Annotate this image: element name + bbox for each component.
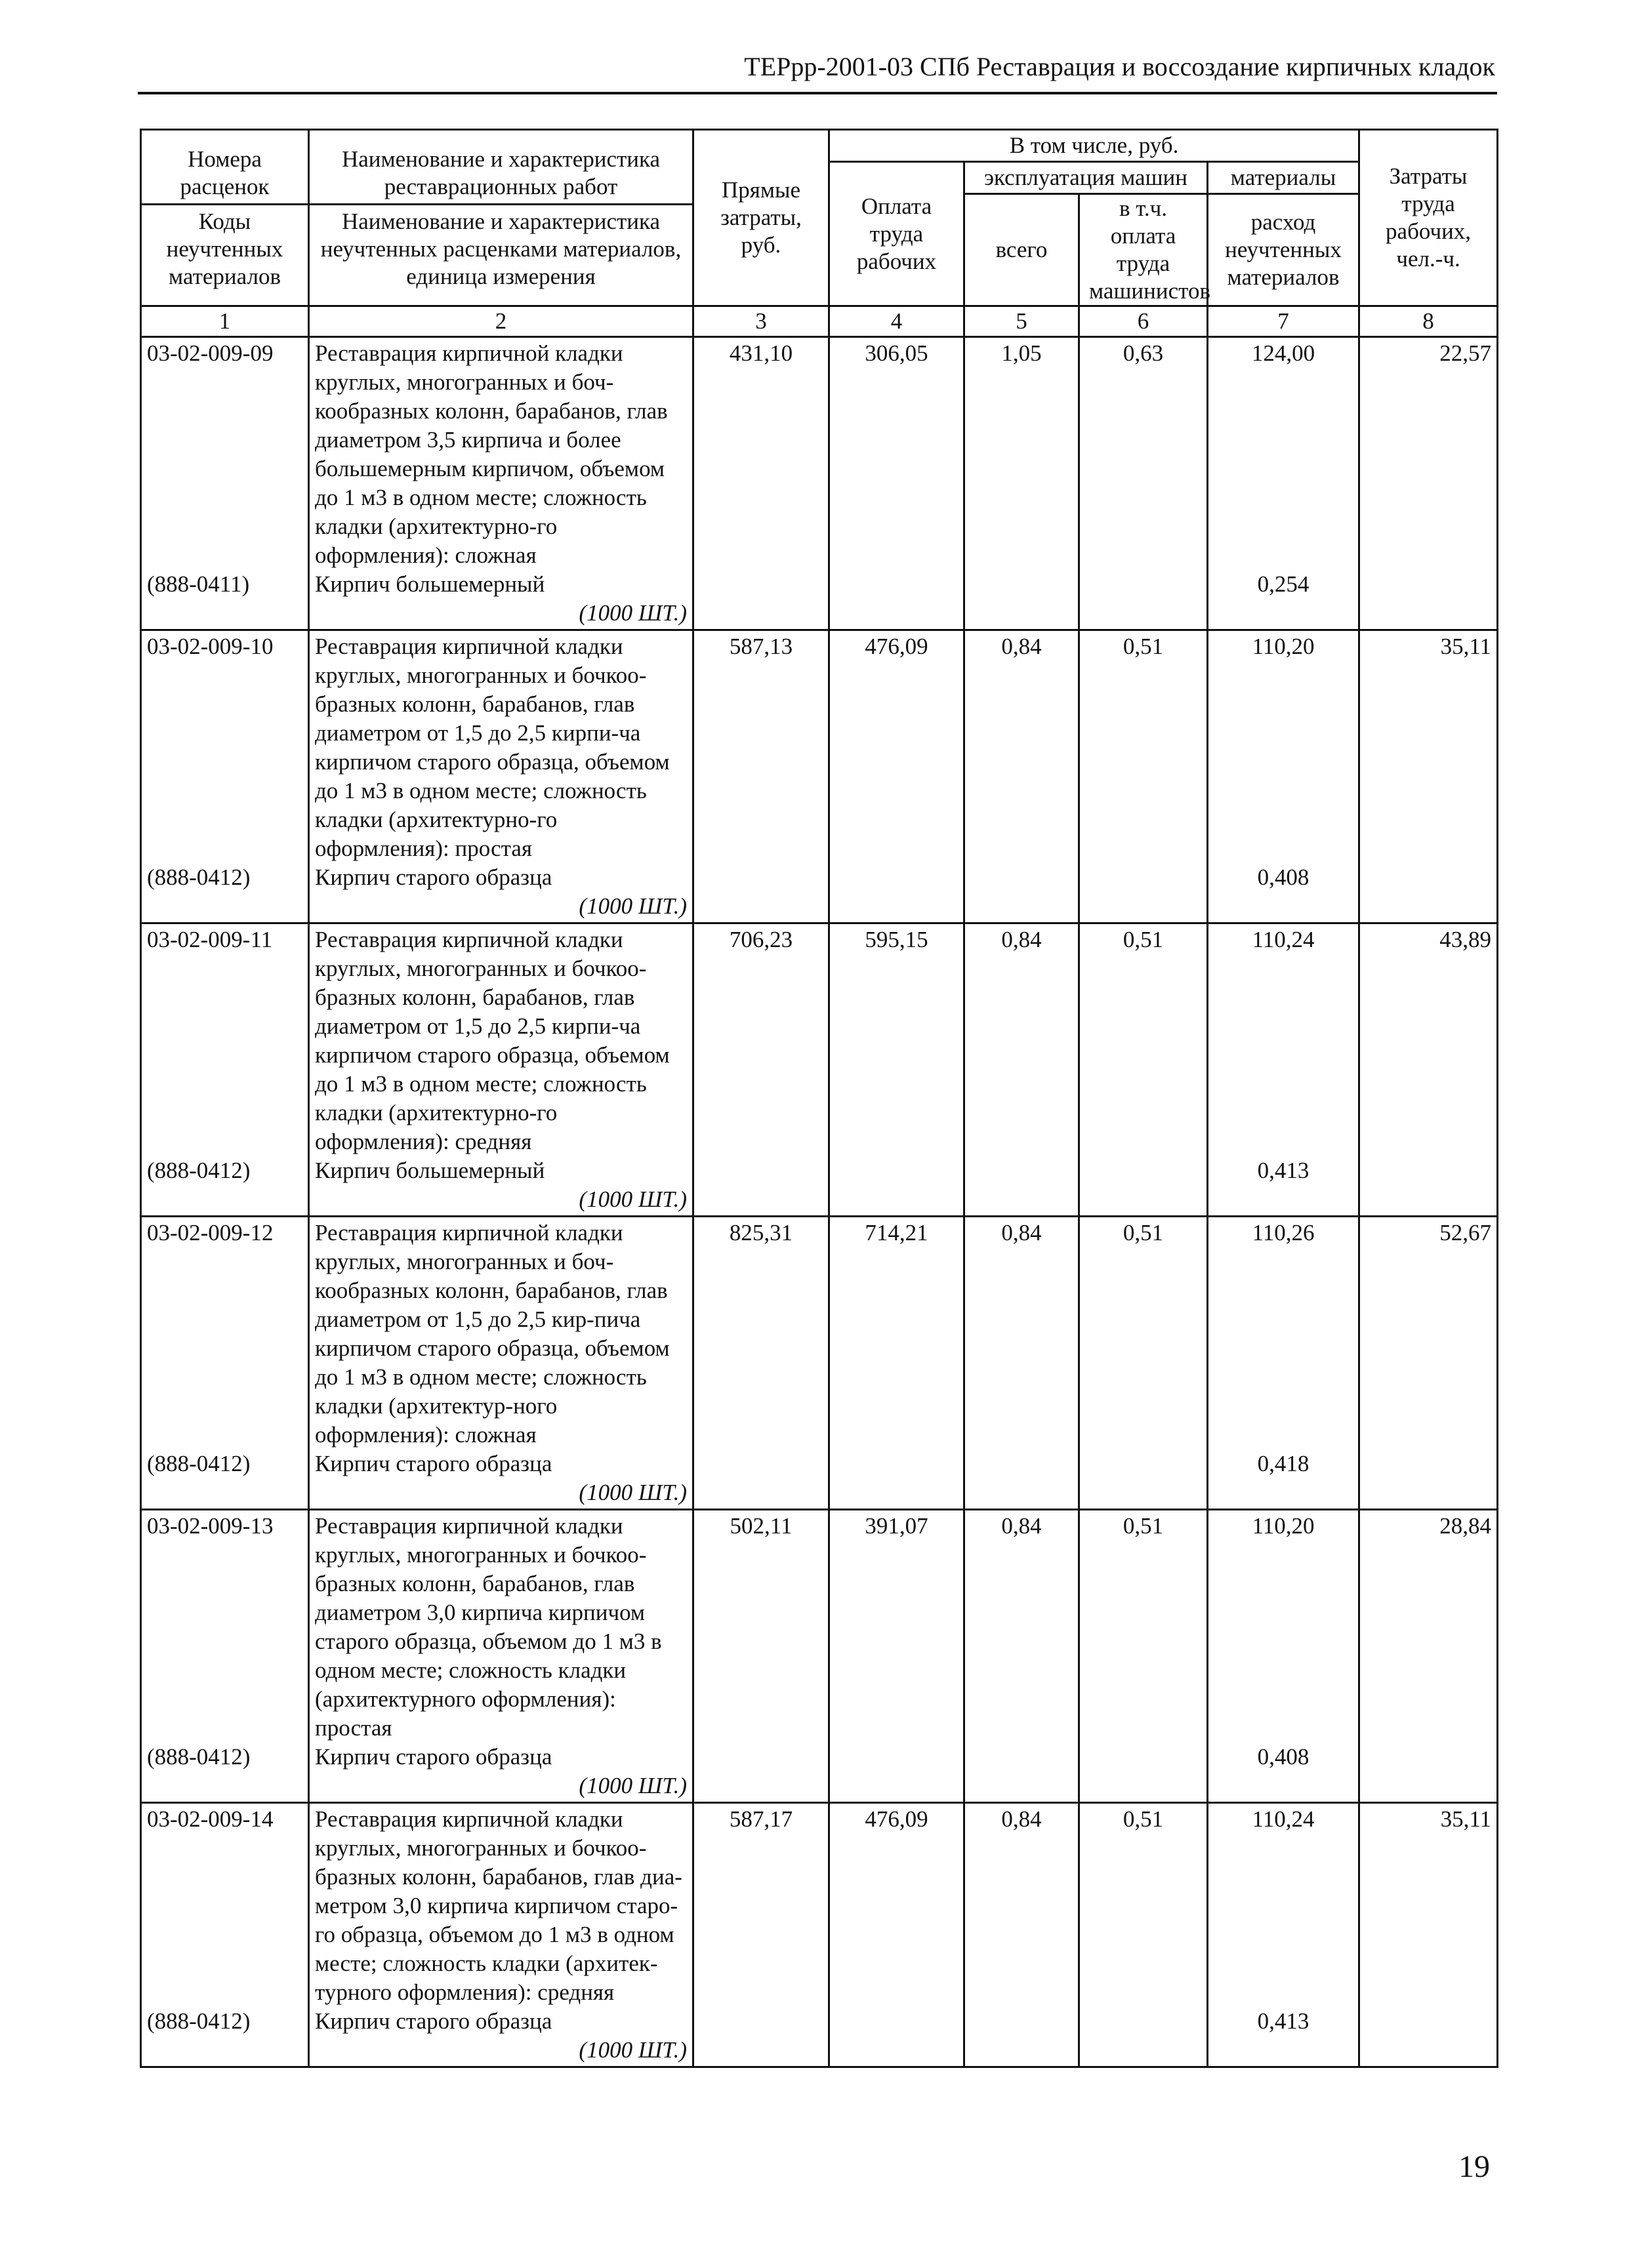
material-unit: (1000 ШТ.) (579, 893, 687, 919)
rate-code: 03-02-009-10 (147, 634, 274, 659)
labor-pay-value: 306,05 (865, 340, 928, 366)
work-description: Реставрация кирпичной кладки круглых, многогранных и бочкоо-бразных колонн, барабанов, глав диа-метром 3,0 кирпича кирпичом старо-го образца, объемом до 1 м3 в одном месте; сложность кладки (архитек-турного оформления): средняя (315, 1806, 682, 2005)
materials-header: материалы (1208, 162, 1359, 194)
materials-value: 124,00 (1251, 340, 1315, 366)
material-qty-value: 0,408 (1257, 864, 1309, 890)
table-cell (1359, 1803, 1498, 2067)
table-row (141, 1803, 1498, 2067)
table-cell (964, 630, 1079, 923)
table-cell (829, 630, 964, 923)
rate-code: 03-02-009-14 (147, 1806, 274, 1832)
machinists-pay-value: 0,51 (1123, 634, 1164, 659)
table-cell (1359, 630, 1498, 923)
labor-pay-value: 391,07 (865, 1513, 928, 1539)
labor-pay-header: Оплата труда рабочих (829, 162, 964, 306)
table-cell (1208, 630, 1359, 923)
work-description: Реставрация кирпичной кладки круглых, многогранных и боч-кообразных колонн, барабанов, глав диаметром от 1,5 до 2,5 кир-пича кирпичом старого образца, объемом до 1 м3 в одном месте; сложность кладки (архитектур-ного оформления): сложная (315, 1220, 670, 1448)
column-number: 6 (1079, 306, 1208, 337)
machines-total-value: 0,84 (1001, 1513, 1042, 1539)
table-cell (964, 1510, 1079, 1803)
material-qty-value: 0,413 (1257, 1158, 1309, 1183)
labor-pay-value: 476,09 (865, 634, 928, 659)
table-row (141, 1217, 1498, 1510)
table-cell (1079, 1510, 1208, 1803)
table-cell (1079, 1217, 1208, 1510)
machinists-pay-header: в т.ч. оплата труда машинистов (1079, 194, 1208, 306)
table-row (141, 1510, 1498, 1803)
table-cell (309, 630, 693, 923)
table-cell (693, 923, 829, 1217)
material-qty-value: 0,408 (1257, 1744, 1309, 1770)
material-code: (888-0412) (147, 864, 251, 890)
table-cell (829, 1510, 964, 1803)
material-code: (888-0412) (147, 1451, 251, 1476)
work-description: Реставрация кирпичной кладки круглых, многогранных и бочкоо-бразных колонн, барабанов, глав диаметром 3,0 кирпича кирпичом старого образца, объемом до 1 м3 в одном месте; сложность кладки (архитектурного оформления): простая (315, 1513, 662, 1741)
table-cell (1079, 923, 1208, 1217)
table-cell (829, 1217, 964, 1510)
table-cell (1359, 1510, 1498, 1803)
rate-code: 03-02-009-13 (147, 1513, 274, 1539)
machines-total-header: всего (964, 194, 1079, 306)
machinists-pay-value: 0,51 (1123, 1806, 1164, 1832)
direct-costs-value: 431,10 (729, 340, 793, 366)
table-cell (829, 1803, 964, 2067)
table-cell (964, 1803, 1079, 2067)
labor-pay-value: 714,21 (865, 1220, 928, 1245)
column-number-row (141, 306, 1498, 337)
table-cell (829, 923, 964, 1217)
table-cell (309, 1803, 693, 2067)
table-cell (829, 337, 964, 630)
table-cell (1079, 1803, 1208, 2067)
material-name: Кирпич старого образца (315, 1744, 552, 1770)
table-cell (141, 1510, 309, 1803)
table-cell (1208, 923, 1359, 1217)
direct-costs-value: 587,13 (729, 634, 793, 659)
table-cell (141, 630, 309, 923)
name-header (309, 130, 693, 306)
table-row (141, 923, 1498, 1217)
column-number: 1 (141, 306, 309, 337)
material-code: (888-0411) (147, 571, 250, 597)
labor-hours-value: 35,11 (1440, 634, 1492, 659)
row-spacer (1214, 954, 1353, 1156)
machinists-pay-value: 0,51 (1123, 1513, 1164, 1539)
column-number: 5 (964, 306, 1079, 337)
row-spacer (147, 368, 302, 570)
material-qty-value: 0,254 (1257, 571, 1309, 597)
row-spacer (147, 954, 302, 1156)
table-cell (964, 923, 1079, 1217)
table-cell (1208, 1803, 1359, 2067)
material-qty-value: 0,413 (1257, 2008, 1309, 2034)
column-number: 2 (309, 306, 693, 337)
material-unit: (1000 ШТ.) (579, 600, 687, 626)
table-cell (964, 337, 1079, 630)
table-cell (1208, 1217, 1359, 1510)
materials-value: 110,20 (1252, 634, 1315, 659)
header-rule (138, 92, 1497, 94)
work-description: Реставрация кирпичной кладки круглых, многогранных и бочкоо-бразных колонн, барабанов, глав диаметром от 1,5 до 2,5 кирпи-ча кирпичом старого образца, объемом до 1 м3 в одном месте; сложность кладки (архитектурно-го оформления): простая (315, 634, 670, 861)
table-head (141, 130, 1498, 337)
machines-total-value: 0,84 (1001, 1220, 1042, 1245)
table-cell (309, 1217, 693, 1510)
labor-pay-value: 476,09 (865, 1806, 928, 1832)
machines-total-value: 0,84 (1001, 927, 1042, 952)
machines-total-value: 0,84 (1001, 634, 1042, 659)
material-code: (888-0412) (147, 1158, 251, 1183)
work-description: Реставрация кирпичной кладки круглых, многогранных и боч-кообразных колонн, барабанов, глав диаметром 3,5 кирпича и более большемерным кирпичом, объемом до 1 м3 в одном месте; сложность кладки (архитектурно-го оформления): сложная (315, 340, 668, 568)
material-code: (888-0412) (147, 1744, 251, 1770)
table-cell (1079, 630, 1208, 923)
table-body (141, 337, 1498, 2067)
materials-value: 110,26 (1252, 1220, 1315, 1245)
row-spacer (147, 661, 302, 863)
labor-hours-value: 52,67 (1439, 1220, 1492, 1245)
direct-costs-value: 825,31 (729, 1220, 793, 1245)
materials-value: 110,24 (1252, 1806, 1315, 1832)
table-cell (1359, 923, 1498, 1217)
table-cell (693, 630, 829, 923)
material-unit: (1000 ШТ.) (579, 1186, 687, 1212)
material-unit: (1000 ШТ.) (579, 1480, 687, 1505)
table-cell (1079, 337, 1208, 630)
material-unit: (1000 ШТ.) (579, 1773, 687, 1798)
table-row (141, 337, 1498, 630)
rate-code: 03-02-009-12 (147, 1220, 274, 1245)
material-qty-value: 0,418 (1257, 1451, 1309, 1476)
rate-number-header (141, 130, 309, 306)
direct-costs-value: 502,11 (730, 1513, 793, 1539)
table-cell (964, 1217, 1079, 1510)
machinists-pay-value: 0,63 (1123, 340, 1164, 366)
direct-costs-header: Прямые затраты, руб. (693, 130, 829, 306)
material-name: Кирпич старого образца (315, 1451, 552, 1476)
material-name: Кирпич большемерный (315, 571, 545, 597)
table-row (141, 630, 1498, 923)
table-cell (309, 923, 693, 1217)
page-header-title: ТЕРрр-2001-03 СПб Реставрация и воссоздание кирпичных кладок (744, 52, 1495, 81)
table-cell (1208, 1510, 1359, 1803)
rate-numbers-label: Номера расценок (142, 143, 308, 205)
machines-total-value: 1,05 (1001, 340, 1042, 366)
material-name: Кирпич старого образца (315, 2008, 552, 2034)
table-cell (1208, 337, 1359, 630)
direct-costs-value: 706,23 (729, 927, 793, 952)
machines-total-value: 0,84 (1001, 1806, 1042, 1832)
table-cell (693, 1803, 829, 2067)
labor-hours-header: Затраты труда рабочих, чел.-ч. (1359, 130, 1498, 306)
material-name: Кирпич большемерный (315, 1158, 545, 1183)
rate-code: 03-02-009-11 (147, 927, 273, 952)
labor-hours-value: 43,89 (1439, 927, 1492, 952)
rates-table (140, 129, 1498, 2068)
page-number: 19 (1458, 2149, 1490, 2184)
materials-value: 110,24 (1252, 927, 1315, 952)
labor-hours-value: 22,57 (1439, 340, 1492, 366)
table-cell (1359, 337, 1498, 630)
machines-header: эксплуатация машин (964, 162, 1208, 194)
row-spacer (1214, 661, 1353, 863)
table-cell (141, 923, 309, 1217)
table-cell (1359, 1217, 1498, 1510)
materials-value: 110,20 (1252, 1513, 1315, 1539)
row-spacer (147, 1541, 302, 1743)
table-cell (309, 1510, 693, 1803)
labor-hours-value: 28,84 (1439, 1513, 1492, 1539)
material-name-label: Наименование и характеристика неучтенных расценками материалов, единица измерения (320, 208, 682, 289)
table-cell (693, 1510, 829, 1803)
column-number: 7 (1208, 306, 1359, 337)
row-spacer (1214, 1247, 1353, 1449)
material-code: (888-0412) (147, 2008, 251, 2034)
machinists-pay-value: 0,51 (1123, 1220, 1164, 1245)
column-number: 3 (693, 306, 829, 337)
material-unit: (1000 ШТ.) (579, 2037, 687, 2063)
direct-costs-value: 587,17 (729, 1806, 793, 1832)
labor-hours-value: 35,11 (1440, 1806, 1492, 1832)
including-header: В том числе, руб. (829, 130, 1359, 162)
table-cell (141, 337, 309, 630)
row-spacer (147, 1247, 302, 1449)
row-spacer (1214, 1541, 1353, 1743)
labor-pay-value: 595,15 (865, 927, 928, 952)
rate-code: 03-02-009-09 (147, 340, 274, 366)
table-cell (693, 1217, 829, 1510)
work-description: Реставрация кирпичной кладки круглых, многогранных и бочкоо-бразных колонн, барабанов, глав диаметром от 1,5 до 2,5 кирпи-ча кирпичом старого образца, объемом до 1 м3 в одном месте; сложность кладки (архитектурно-го оформления): средняя (315, 927, 670, 1154)
table-cell (141, 1803, 309, 2067)
materials-sub-header: расход неучтенных материалов (1208, 194, 1359, 306)
column-number: 8 (1359, 306, 1498, 337)
column-number: 4 (829, 306, 964, 337)
row-spacer (147, 1834, 302, 2007)
work-name-label: Наименование и характеристика реставрационных работ (310, 143, 692, 205)
row-spacer (1214, 368, 1353, 570)
material-name: Кирпич старого образца (315, 864, 552, 890)
table-cell (141, 1217, 309, 1510)
material-codes-label: Коды неучтенных материалов (166, 208, 283, 289)
table-cell (309, 337, 693, 630)
machinists-pay-value: 0,51 (1123, 927, 1164, 952)
row-spacer (1214, 1834, 1353, 2007)
table-cell (693, 337, 829, 630)
